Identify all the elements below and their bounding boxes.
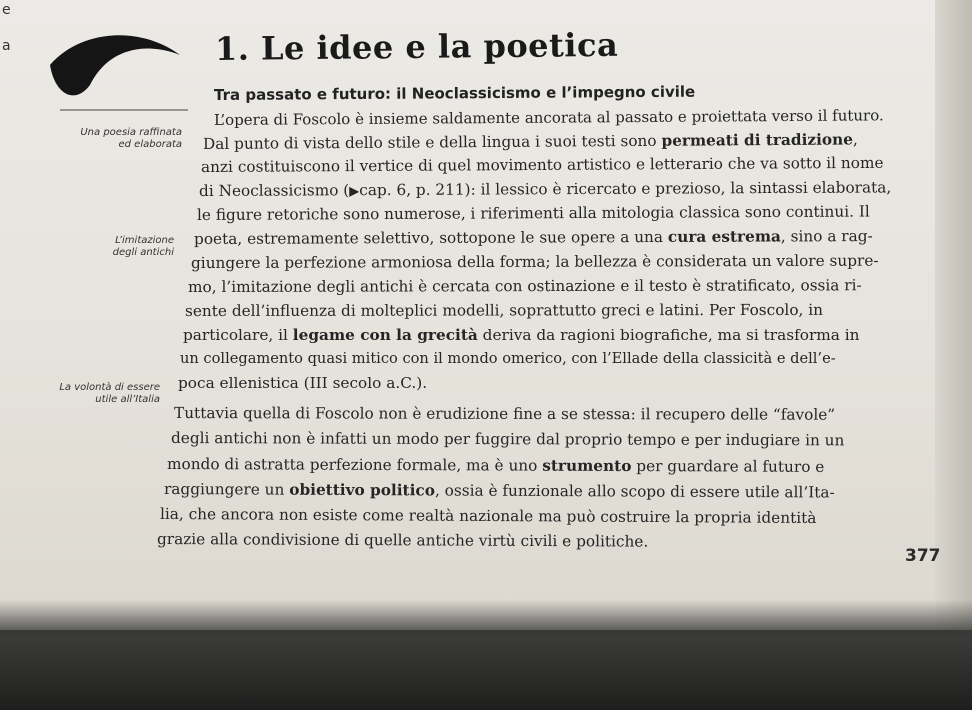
bold-term: legame con la grecità bbox=[292, 326, 478, 344]
previous-page-fragment: a bbox=[2, 38, 11, 54]
text-span: raggiungere un bbox=[163, 480, 290, 499]
margin-note-line: utile all’Italia bbox=[95, 394, 160, 405]
margin-note-volonta bbox=[20, 382, 160, 406]
text-span: Dal punto di vista dello stile e della lingua i suoi testi sono bbox=[202, 131, 662, 153]
text-span: di Neoclassicismo ( bbox=[198, 181, 350, 200]
chapter-title: 1. Le idee e la poetica bbox=[214, 25, 619, 68]
text-line: sente dell’influenza di molteplici modelli, soprattutto greci e latini. Per Foscolo, in bbox=[184, 300, 824, 320]
bold-term: permeati di tradizione bbox=[661, 130, 853, 150]
section-subtitle: Tra passato e futuro: il Neoclassicismo e l’impegno civile bbox=[213, 82, 696, 104]
text-line: le figure retoriche sono numerose, i riferimenti alla mitologia classica sono continui. Il bbox=[196, 202, 870, 224]
text-line: giungere la perfezione armoniosa della forma; la bellezza è considerata un valore supre- bbox=[190, 251, 879, 272]
text-span: deriva da ragioni biografiche, ma si trasforma in bbox=[477, 326, 860, 344]
text-line bbox=[164, 480, 835, 502]
text-line bbox=[183, 326, 860, 344]
margin-note-line: L’imitazione bbox=[115, 235, 174, 246]
decorative-swoosh-icon bbox=[40, 25, 190, 115]
text-line: Tuttavia quella di Foscolo non è erudizione fine a se stessa: il recupero delle “favole” bbox=[173, 404, 836, 424]
text-line: degli antichi non è infatti un modo per fuggire dal proprio tempo e per indugiare in un bbox=[170, 429, 845, 450]
text-span: poeta, estremamente selettivo, sottopone le sue opere a una bbox=[193, 227, 668, 248]
text-span: cap. 6, p. 211): il lessico è ricercato e prezioso, la sintassi elaborata, bbox=[359, 178, 892, 200]
text-line bbox=[194, 227, 873, 248]
margin-note-line: Una poesia raffinata bbox=[80, 127, 182, 138]
margin-note-line: degli antichi bbox=[112, 247, 174, 258]
arrow-right-icon: ▶ bbox=[349, 184, 360, 200]
text-line: poca ellenistica (III secolo a.C.). bbox=[178, 374, 428, 392]
text-span: particolare, il bbox=[183, 326, 293, 344]
text-span: per guardare al futuro e bbox=[631, 457, 825, 476]
text-line bbox=[199, 178, 891, 200]
text-span: , sino a rag- bbox=[780, 227, 873, 246]
text-line: un collegamento quasi mitico con il mondo omerico, con l’Ellade della classicità e dell’e- bbox=[180, 350, 836, 367]
page-number: 377 bbox=[905, 546, 941, 566]
text-line bbox=[167, 455, 824, 476]
text-line bbox=[203, 130, 858, 153]
margin-note-line: ed elaborata bbox=[118, 139, 182, 150]
text-line: mo, l’imitazione degli antichi è cercata con ostinazione e il testo è stratificato, ossia ri- bbox=[187, 276, 862, 296]
bold-term: obiettivo politico bbox=[289, 480, 436, 500]
bold-term: strumento bbox=[542, 456, 632, 476]
text-span: mondo di astratta perfezione formale, ma è uno bbox=[166, 455, 543, 475]
margin-note-imitazione bbox=[40, 235, 174, 259]
book-shadow bbox=[0, 600, 972, 710]
margin-note-poesia bbox=[28, 127, 182, 151]
margin-note-line: La volontà di essere bbox=[59, 382, 160, 393]
text-line: grazie alla condivisione di quelle antiche virtù civili e politiche. bbox=[156, 530, 649, 551]
text-line: lia, che ancora non esiste come realtà nazionale ma può costruire la propria identità bbox=[159, 505, 817, 528]
previous-page-fragment: e bbox=[2, 2, 11, 18]
text-span: , ossia è funzionale allo scopo di essere utile all’Ita- bbox=[434, 481, 835, 502]
text-line: anzi costituiscono il vertice di quel movimento artistico e letterario che va sotto il nome bbox=[200, 153, 884, 176]
text-line: L’opera di Foscolo è insieme saldamente ancorata al passato e proiettata verso il futuro. bbox=[213, 106, 884, 129]
bold-term: cura estrema bbox=[667, 227, 781, 246]
text-span: , bbox=[852, 130, 858, 149]
page-edge bbox=[935, 0, 972, 630]
